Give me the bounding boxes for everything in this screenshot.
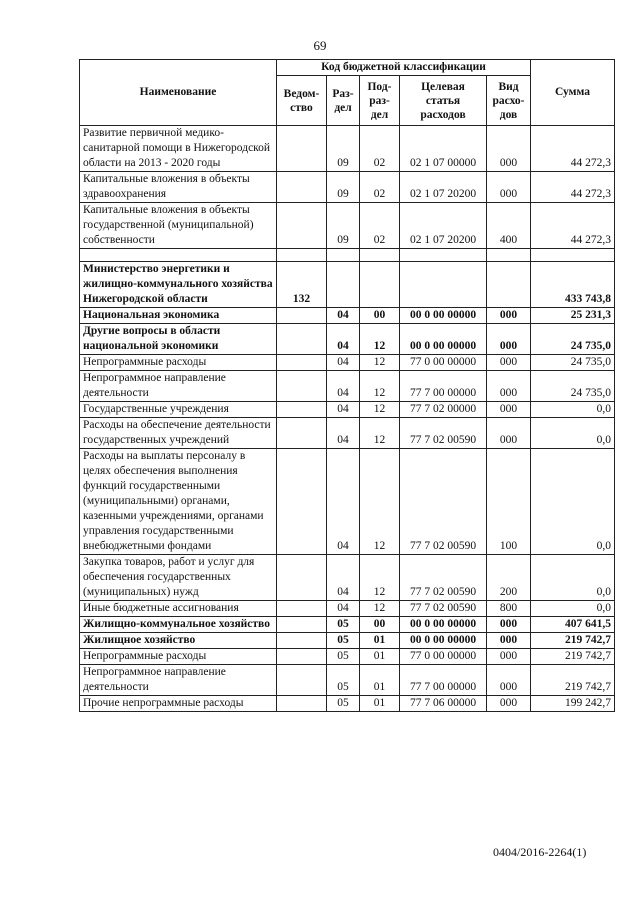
page-number: 69 xyxy=(313,38,327,53)
cell-name: Прочие непрограммные расходы xyxy=(80,696,277,712)
cell-target-item: 00 0 00 00000 xyxy=(400,617,487,633)
cell-expense-type: 000 xyxy=(487,418,531,449)
cell-section: 04 xyxy=(327,355,360,371)
cell-subsection: 02 xyxy=(360,126,400,172)
cell-section xyxy=(327,262,360,308)
cell-section: 09 xyxy=(327,126,360,172)
cell-expense-type: 200 xyxy=(487,555,531,601)
cell-amount: 0,0 xyxy=(531,449,615,555)
cell-department xyxy=(277,418,327,449)
cell-expense-type: 000 xyxy=(487,633,531,649)
cell-section: 05 xyxy=(327,633,360,649)
cell-section: 05 xyxy=(327,617,360,633)
cell-name: Расходы на обеспечение деятельности государственных учреждений xyxy=(80,418,277,449)
cell-name: Расходы на выплаты персоналу в целях обеспечения выполнения функций государственными (муниципальными) органами, казенными учреждениями, органами управления государственными внебюджетными фондами xyxy=(80,449,277,555)
cell-expense-type: 400 xyxy=(487,203,531,249)
table-row xyxy=(80,402,615,418)
cell-subsection: 02 xyxy=(360,203,400,249)
cell-amount: 0,0 xyxy=(531,418,615,449)
cell-subsection: 12 xyxy=(360,601,400,617)
cell-name: Непрограммные расходы xyxy=(80,649,277,665)
cell-subsection: 12 xyxy=(360,355,400,371)
cell-name: Непрограммное направление деятельности xyxy=(80,371,277,402)
header-razd: Раз-дел xyxy=(327,76,360,126)
cell-amount: 199 242,7 xyxy=(531,696,615,712)
cell-department xyxy=(277,696,327,712)
cell-subsection xyxy=(360,262,400,308)
document-code: 0404/2016-2264(1) xyxy=(493,845,587,859)
cell-section: 04 xyxy=(327,402,360,418)
cell-department xyxy=(277,355,327,371)
header-ved: Ведом-ство xyxy=(277,76,327,126)
cell-expense-type xyxy=(487,249,531,262)
cell-department xyxy=(277,649,327,665)
cell-department xyxy=(277,665,327,696)
cell-target-item: 77 7 02 00590 xyxy=(400,601,487,617)
cell-department xyxy=(277,601,327,617)
table-row xyxy=(80,617,615,633)
cell-name: Другие вопросы в области национальной экономики xyxy=(80,324,277,355)
cell-name: Капитальные вложения в объекты здравоохранения xyxy=(80,172,277,203)
cell-amount: 433 743,8 xyxy=(531,262,615,308)
cell-target-item: 00 0 00 00000 xyxy=(400,633,487,649)
cell-department xyxy=(277,617,327,633)
cell-expense-type: 000 xyxy=(487,126,531,172)
cell-subsection: 01 xyxy=(360,649,400,665)
cell-department xyxy=(277,633,327,649)
cell-target-item: 02 1 07 20200 xyxy=(400,203,487,249)
cell-department xyxy=(277,308,327,324)
header-sum: Сумма xyxy=(531,60,615,126)
cell-target-item: 02 1 07 20200 xyxy=(400,172,487,203)
cell-target-item: 77 7 02 00590 xyxy=(400,418,487,449)
table-row xyxy=(80,696,615,712)
table-row xyxy=(80,601,615,617)
cell-name: Иные бюджетные ассигнования xyxy=(80,601,277,617)
cell-amount: 24 735,0 xyxy=(531,324,615,355)
cell-subsection xyxy=(360,249,400,262)
cell-amount: 219 742,7 xyxy=(531,649,615,665)
cell-department: 132 xyxy=(277,262,327,308)
cell-target-item: 77 7 00 00000 xyxy=(400,371,487,402)
cell-amount: 219 742,7 xyxy=(531,633,615,649)
cell-amount: 407 641,5 xyxy=(531,617,615,633)
cell-section: 04 xyxy=(327,371,360,402)
cell-subsection: 01 xyxy=(360,665,400,696)
cell-amount: 24 735,0 xyxy=(531,371,615,402)
cell-department xyxy=(277,172,327,203)
header-tsel: Целевая статья расходов xyxy=(400,76,487,126)
cell-amount: 44 272,3 xyxy=(531,203,615,249)
cell-section: 04 xyxy=(327,601,360,617)
cell-subsection: 12 xyxy=(360,555,400,601)
cell-target-item: 77 7 06 00000 xyxy=(400,696,487,712)
cell-expense-type: 000 xyxy=(487,355,531,371)
cell-target-item: 77 7 02 00000 xyxy=(400,402,487,418)
cell-subsection: 00 xyxy=(360,308,400,324)
table-row xyxy=(80,665,615,696)
table-row xyxy=(80,449,615,555)
cell-department xyxy=(277,324,327,355)
cell-section: 04 xyxy=(327,308,360,324)
cell-target-item: 77 7 02 00590 xyxy=(400,449,487,555)
cell-expense-type: 000 xyxy=(487,324,531,355)
cell-section: 05 xyxy=(327,649,360,665)
cell-department xyxy=(277,126,327,172)
cell-amount xyxy=(531,249,615,262)
table-row xyxy=(80,126,615,172)
spacer-row xyxy=(80,249,615,262)
table-row xyxy=(80,308,615,324)
cell-target-item xyxy=(400,262,487,308)
table-row xyxy=(80,633,615,649)
header-podr: Под-раз-дел xyxy=(360,76,400,126)
cell-name: Жилищное хозяйство xyxy=(80,633,277,649)
cell-subsection: 12 xyxy=(360,324,400,355)
cell-amount: 0,0 xyxy=(531,402,615,418)
cell-name: Национальная экономика xyxy=(80,308,277,324)
cell-subsection: 02 xyxy=(360,172,400,203)
table-row xyxy=(80,203,615,249)
cell-target-item: 77 0 00 00000 xyxy=(400,355,487,371)
cell-section xyxy=(327,249,360,262)
cell-amount: 219 742,7 xyxy=(531,665,615,696)
cell-name: Жилищно-коммунальное хозяйство xyxy=(80,617,277,633)
header-name: Наименование xyxy=(80,60,277,126)
cell-expense-type: 000 xyxy=(487,402,531,418)
cell-name: Государственные учреждения xyxy=(80,402,277,418)
cell-name: Развитие первичной медико-санитарной помощи в Нижегородской области на 2013 - 2020 годы xyxy=(80,126,277,172)
header-code-group: Код бюджетной классификации xyxy=(277,60,531,76)
cell-target-item: 00 0 00 00000 xyxy=(400,308,487,324)
cell-amount: 44 272,3 xyxy=(531,172,615,203)
cell-amount: 44 272,3 xyxy=(531,126,615,172)
cell-expense-type: 000 xyxy=(487,649,531,665)
cell-section: 05 xyxy=(327,696,360,712)
cell-amount: 25 231,3 xyxy=(531,308,615,324)
cell-name xyxy=(80,249,277,262)
cell-expense-type: 000 xyxy=(487,172,531,203)
cell-section: 05 xyxy=(327,665,360,696)
table-row xyxy=(80,418,615,449)
cell-target-item: 77 7 02 00590 xyxy=(400,555,487,601)
cell-subsection: 12 xyxy=(360,371,400,402)
cell-subsection: 01 xyxy=(360,696,400,712)
cell-section: 04 xyxy=(327,324,360,355)
cell-department xyxy=(277,371,327,402)
cell-expense-type: 800 xyxy=(487,601,531,617)
cell-expense-type: 000 xyxy=(487,696,531,712)
cell-name: Закупка товаров, работ и услуг для обеспечения государственных (муниципальных) нужд xyxy=(80,555,277,601)
header-vid: Вид расхо-дов xyxy=(487,76,531,126)
cell-amount: 0,0 xyxy=(531,555,615,601)
table-row xyxy=(80,355,615,371)
cell-target-item: 00 0 00 00000 xyxy=(400,324,487,355)
cell-department xyxy=(277,402,327,418)
cell-subsection: 00 xyxy=(360,617,400,633)
cell-name: Непрограммное направление деятельности xyxy=(80,665,277,696)
table-row xyxy=(80,324,615,355)
table-row xyxy=(80,172,615,203)
table-row xyxy=(80,649,615,665)
table-row xyxy=(80,371,615,402)
cell-expense-type: 100 xyxy=(487,449,531,555)
cell-expense-type: 000 xyxy=(487,371,531,402)
cell-expense-type: 000 xyxy=(487,617,531,633)
cell-section: 04 xyxy=(327,449,360,555)
cell-section: 09 xyxy=(327,203,360,249)
table-body xyxy=(80,126,615,712)
cell-expense-type xyxy=(487,262,531,308)
cell-section: 09 xyxy=(327,172,360,203)
cell-amount: 24 735,0 xyxy=(531,355,615,371)
cell-section: 04 xyxy=(327,418,360,449)
cell-subsection: 12 xyxy=(360,418,400,449)
cell-subsection: 01 xyxy=(360,633,400,649)
table-row xyxy=(80,555,615,601)
budget-table xyxy=(79,59,615,712)
cell-department xyxy=(277,555,327,601)
cell-target-item: 77 7 00 00000 xyxy=(400,665,487,696)
cell-department xyxy=(277,203,327,249)
cell-department xyxy=(277,449,327,555)
cell-name: Капитальные вложения в объекты государственной (муниципальной) собственности xyxy=(80,203,277,249)
table-row xyxy=(80,262,615,308)
cell-subsection: 12 xyxy=(360,402,400,418)
cell-expense-type: 000 xyxy=(487,665,531,696)
cell-department xyxy=(277,249,327,262)
cell-target-item: 77 0 00 00000 xyxy=(400,649,487,665)
cell-name: Министерство энергетики и жилищно-коммунального хозяйства Нижегородской области xyxy=(80,262,277,308)
cell-subsection: 12 xyxy=(360,449,400,555)
cell-target-item xyxy=(400,249,487,262)
cell-amount: 0,0 xyxy=(531,601,615,617)
cell-target-item: 02 1 07 00000 xyxy=(400,126,487,172)
cell-expense-type: 000 xyxy=(487,308,531,324)
cell-name: Непрограммные расходы xyxy=(80,355,277,371)
cell-section: 04 xyxy=(327,555,360,601)
